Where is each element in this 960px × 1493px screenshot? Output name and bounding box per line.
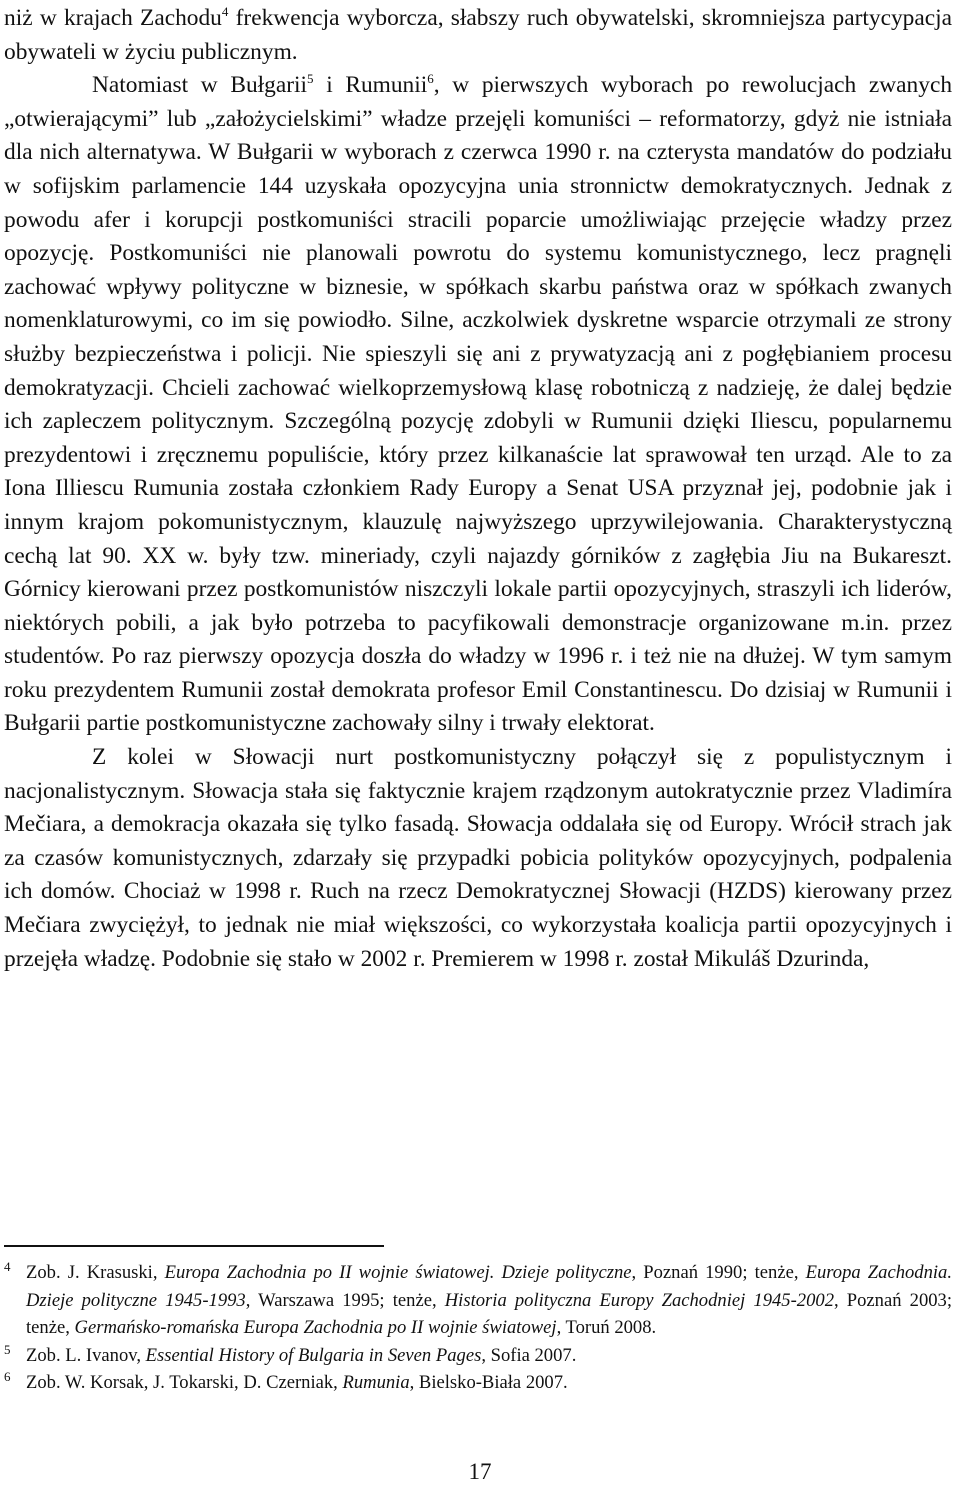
paragraph-1-text-a: niż w krajach Zachodu [4,5,222,31]
main-text [4,2,952,976]
footnote-4 [4,1259,952,1342]
footnote-5-text-b: , Sofia 2007. [481,1344,577,1366]
footnote-5-text-a: Zob. L. Ivanov, [26,1344,146,1366]
footnote-4-mark: 4 [4,1259,11,1274]
footnote-ref-6[interactable]: 6 [427,71,434,87]
footnote-4-title-2: Europa Zachodnia. Dzieje polityczne 1945-1993 [26,1262,952,1311]
footnote-4-title-3: Historia polityczna Europy Zachodniej 1945-2002 [444,1289,834,1311]
footnote-4-text-b: , Poznań 1990; tenże, [631,1262,806,1283]
paragraph-2 [4,69,952,741]
paragraph-2-text-b: i Rumunii [313,72,428,99]
footnote-6-text-a: Zob. W. Korsak, J. Tokarski, D. Czerniak, [26,1372,343,1394]
footnote-4-text-d: , Poznań 2003; tenże, [26,1289,953,1339]
footnote-6-text-b: , Bielsko-Biała 2007. [409,1372,568,1394]
footnote-4-text-e: , Toruń 2008. [556,1317,657,1339]
footnote-6-title: Rumunia [342,1372,410,1394]
footnote-ref-4[interactable]: 4 [221,4,229,20]
footnote-ref-5[interactable]: 5 [307,71,314,87]
footnote-4-title-1: Europa Zachodnia po II wojnie światowej. Dzieje polityczne [164,1262,632,1283]
footnote-separator [4,1245,384,1247]
paragraph-2-text-a: Natomiast w Bułgarii [92,72,308,99]
footnote-6 [4,1369,952,1397]
footnote-4-title-4: Germańsko-romańska Europa Zachodnia po II wojnie światowej [74,1317,557,1339]
footnotes [4,1259,952,1397]
paragraph-1 [4,2,952,69]
footnote-6-mark: 6 [4,1369,11,1385]
paragraph-3: Z kolei w Słowacji nurt postkomunistyczny połączył się z populistycznym i nacjonalistycznym. Słowacja stała się faktycznie krajem rządzonym autokratycznie przez Vladimíra Mečiara, a demokracja okazała się tylko fasadą. Słowacja oddalała się od Europy. Wrócił strach jak za czasów komunistycznych, zdarzały się przypadki pobicia polityków opozycyjnych, podpalenia ich domów. Chociaż w 1998 r. Ruch na rzecz Demokratycznej Słowacji (HZDS) kierowany przez Mečiara zwyciężył, to jednak nie miał większości, co wykorzystała koalicja partii opozycyjnych i przejęła władzę. Podobnie się stało w 2002 r. Premierem w 1998 r. został Mikuláš Dzurinda, [4,744,952,972]
footnote-5-title: Essential History of Bulgaria in Seven Pages [145,1344,482,1366]
paragraph-1-text-b: frekwencja wyborcza, słabszy ruch obywatelski, skromniejsza partycypacja obywateli w życiu publicznym. [4,5,953,65]
footnote-5 [4,1342,952,1370]
footnote-4-text-c: , Warszawa 1995; tenże, [245,1289,445,1311]
footnote-5-mark: 5 [4,1341,11,1357]
footnote-4-text-a: Zob. J. Krasuski, [26,1262,165,1283]
page-number: 17 [468,1459,492,1484]
footnote-4-body [4,1259,952,1342]
paragraph-2-text-c: , w pierwszych wyborach po rewolucjach zwanych „otwierającymi” lub „założycielskimi” władze przejęli komuniści – reformatorzy, gdyż nie istniała dla nich alternatywa. W Bułgarii w wyborach z czerwca 1990 r. na czterysta mandatów do podziału w sofijskim parlamencie 144 uzyskała opozycyjna unia stronnictw demokratycznych. Jednak z powodu afer i korupcji postkomuniści stracili poparcie umożliwiając przejęcie władzy przez opozycję. Postkomuniści nie planowali powrotu do systemu komunistycznego, lecz pragnęli zachować wpływy polityczne w biznesie, w spółkach skarbu państwa oraz w spółkach zwanych nomenklaturowymi, co im się powiodło. Silne, aczkolwiek dyskretne wsparcie otrzymali ze strony służby bezpieczeństwa i policji. Nie spieszyli się ani z prywatyzacją ani z pogłębianiem procesu demokratyzacji. Chcieli zachować wielkoprzemysłową klasę robotniczą z nadzieję, że dalej będzie ich zapleczem politycznym. Szczególną pozycję zdobyli w Rumunii dzięki Iliescu, popularnemu prezydentowi i zręcznemu populiście, który przez kilkanaście lat sprawował ten urząd. Ale to za Iona Illiescu Rumunia została członkiem Rady Europy a Senat USA przyznał jej, podobnie jak i innym krajom pokomunistycznym, klauzulę najwyższego uprzywilejowania. Charakterystyczną cechą lat 90. XX w. były tzw. mineriady, czyli najazdy górników z zagłębia Jiu na Bukareszt. Górnicy kierowani przez postkomunistów niszczyli lokale partii opozycyjnych, straszyli ich liderów, niektórych pobili, a jak było potrzeba to pacyfikowali demonstracje organizowane m.in. przez studentów. Po raz pierwszy opozycja doszła do władzy w 1996 r. i też nie na dłużej. W tym samym roku prezydentem Rumunii został demokrata profesor Emil Constantinescu. Do dzisiaj w Rumunii i Bułgarii partie postkomunistyczne zachowały silny i trwały elektorat. [4,72,953,737]
